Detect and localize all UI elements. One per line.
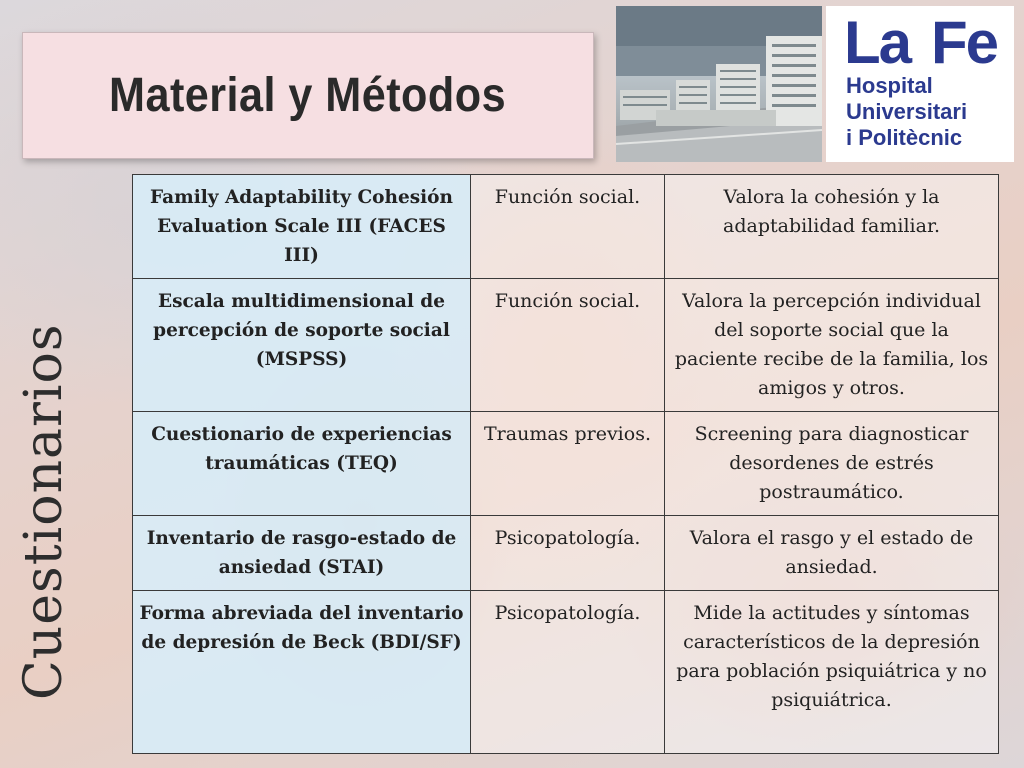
table-row [133,175,999,279]
instrument-cell: Family Adaptability Cohesión Evaluation Scale III (FACES III) [133,175,471,279]
description-cell: Screening para diagnosticar desordenes de estrés postraumático. [665,412,999,516]
instrument-cell: Inventario de rasgo-estado de ansiedad (STAI) [133,516,471,591]
description-cell: Valora la cohesión y la adaptabilidad familiar. [665,175,999,279]
area-cell: Traumas previos. [471,412,665,516]
description-cell: Valora el rasgo y el estado de ansiedad. [665,516,999,591]
instrument-cell: Forma abreviada del inventario de depresión de Beck (BDI/SF) [133,591,471,754]
instrument-cell: Escala multidimensional de percepción de soporte social (MSPSS) [133,279,471,412]
description-cell: Valora la percepción individual del soporte social que la paciente recibe de la familia, los amigos y otros. [665,279,999,412]
hospital-logo [826,6,1014,162]
instrument-cell: Cuestionario de experiencias traumáticas (TEQ) [133,412,471,516]
area-cell: Psicopatología. [471,516,665,591]
area-cell: Función social. [471,279,665,412]
area-cell: Psicopatología. [471,591,665,754]
logo-line-2: Universitari [846,99,968,124]
logo-line-1: Hospital [846,73,933,98]
logo-la: La [844,9,911,76]
table-row [133,412,999,516]
table-row [133,591,999,754]
table-row [133,279,999,412]
hospital-building-image [616,6,822,162]
logo-line-3: i Politècnic [846,125,963,150]
description-cell: Mide la actitudes y síntomas característicos de la depresión para población psiquiátrica y no psiquiátrica. [665,591,999,754]
side-section-label: Cuestionarios [14,323,74,700]
logo-fe: Fe [931,9,998,76]
title-box [22,32,594,159]
hospital-building-photo [616,6,822,162]
slide-title: Material y Métodos [109,69,507,122]
table-row [133,516,999,591]
questionnaires-table [132,174,999,754]
area-cell: Función social. [471,175,665,279]
